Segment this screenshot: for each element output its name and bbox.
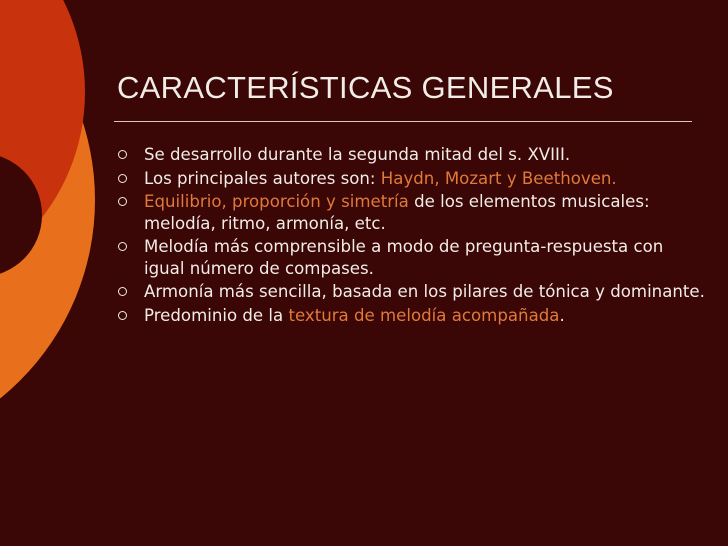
slide-title: CARACTERÍSTICAS GENERALES — [117, 70, 614, 105]
bullet-text: Se desarrollo durante la segunda mitad del s. XVIII. — [144, 145, 571, 164]
bullet-text: Armonía más sencilla, basada en los pilares de tónica y dominante. — [144, 282, 705, 301]
bullet-highlight-text: Equilibrio, proporción y simetría — [144, 192, 409, 211]
bullet-highlight-text: textura de melodía acompañada — [288, 305, 560, 325]
bullet-text: Predominio de la — [144, 305, 289, 325]
bullet-text: Melodía más comprensible a modo de pregunta-respuesta con igual número de compases. — [144, 237, 664, 278]
decorative-circles — [0, 0, 110, 546]
bullet-item — [116, 281, 706, 303]
title-divider — [114, 121, 692, 122]
bullet-item — [116, 168, 706, 190]
bullet-item — [116, 236, 706, 279]
bullet-text: . — [559, 305, 565, 325]
bullet-text: de los elementos musicales: melodía, ritmo, armonía, etc. — [144, 192, 650, 233]
bullet-item — [116, 191, 706, 234]
bullet-item — [116, 305, 706, 327]
bullet-text: Los principales autores son: — [144, 168, 381, 188]
bullet-circle-icon — [118, 311, 127, 320]
bullet-circle-icon — [118, 150, 127, 159]
bullet-item — [116, 144, 706, 166]
bullet-highlight-text: Haydn, Mozart y Beethoven. — [380, 168, 617, 188]
bullet-circle-icon — [118, 287, 127, 296]
bullet-circle-icon — [118, 242, 127, 251]
bullet-circle-icon — [118, 174, 127, 183]
bullet-list — [116, 144, 706, 328]
bullet-circle-icon — [118, 197, 127, 206]
